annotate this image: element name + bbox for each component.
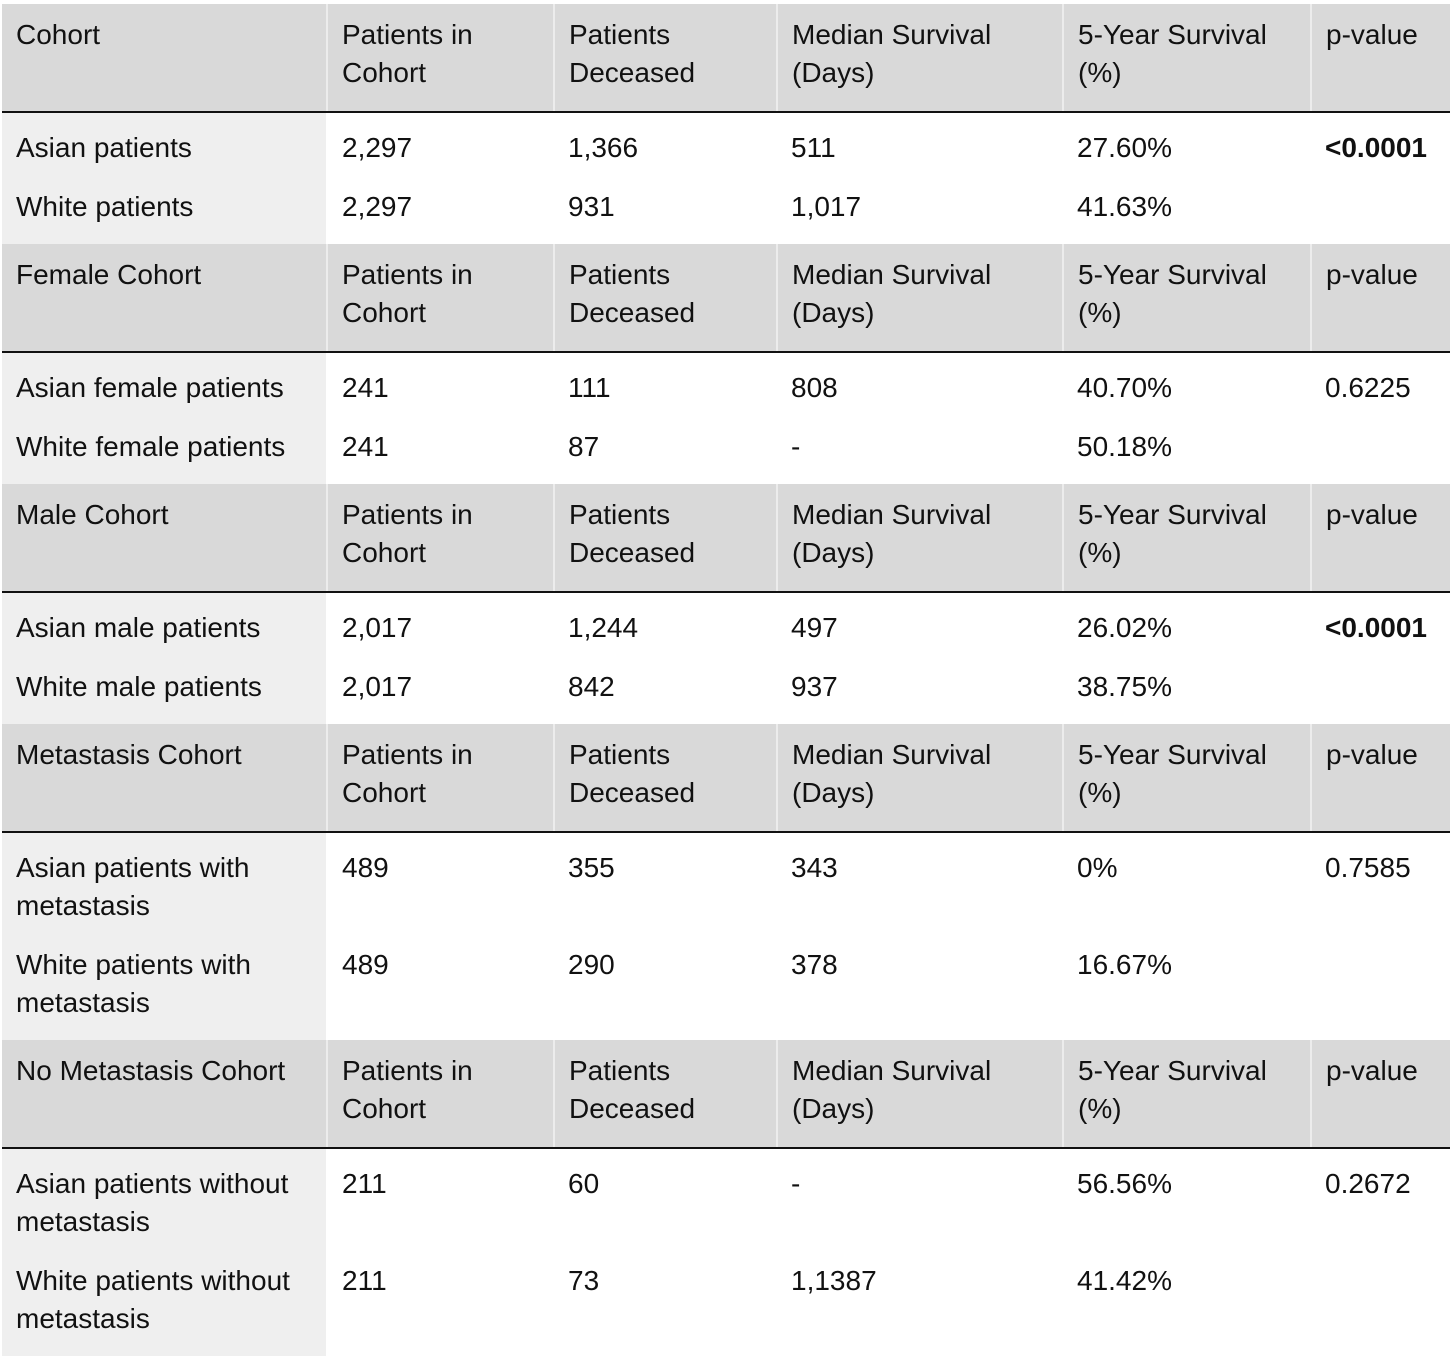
cell-patients-deceased: 73 [554,1252,777,1356]
section-header-row [2,1040,1450,1148]
section-title: Female Cohort [2,244,327,352]
cell-median-survival: 511 [777,112,1063,178]
cell-patients-deceased: 111 [554,352,777,418]
table-row [2,658,1450,724]
cell-five-year-survival: 38.75% [1063,658,1311,724]
cell-five-year-survival: 56.56% [1063,1148,1311,1252]
table-row [2,418,1450,484]
cell-patients-in-cohort: 211 [327,1252,554,1356]
cell-patients-in-cohort: 489 [327,936,554,1040]
section-title: No Metastasis Cohort [2,1040,327,1148]
cell-patients-in-cohort: 2,017 [327,592,554,658]
header-patients-in-cohort: Patients in Cohort [327,1040,554,1148]
cell-median-survival: 937 [777,658,1063,724]
header-median-survival: Median Survival (Days) [777,1040,1063,1148]
header-median-survival: Median Survival (Days) [777,724,1063,832]
cell-patients-in-cohort: 241 [327,418,554,484]
cell-p-value: 0.6225 [1311,352,1450,418]
cell-patients-in-cohort: 2,297 [327,112,554,178]
row-label: White patients [2,178,327,244]
cell-median-survival: 343 [777,832,1063,936]
cell-patients-deceased: 1,366 [554,112,777,178]
header-median-survival: Median Survival (Days) [777,484,1063,592]
cell-p-value [1311,1252,1450,1356]
header-patients-deceased: Patients Deceased [554,724,777,832]
header-median-survival: Median Survival (Days) [777,244,1063,352]
survival-table [2,4,1450,1356]
header-p-value: p-value [1311,4,1450,112]
cell-patients-deceased: 87 [554,418,777,484]
cell-median-survival: 1,1387 [777,1252,1063,1356]
header-p-value: p-value [1311,484,1450,592]
cell-five-year-survival: 16.67% [1063,936,1311,1040]
header-patients-in-cohort: Patients in Cohort [327,244,554,352]
cell-patients-deceased: 60 [554,1148,777,1252]
table-row [2,178,1450,244]
section-header-row [2,244,1450,352]
cell-patients-in-cohort: 2,017 [327,658,554,724]
row-label: White patients without metastasis [2,1252,327,1356]
header-five-year-survival: 5-Year Survival (%) [1063,1040,1311,1148]
cell-p-value [1311,178,1450,244]
cell-patients-in-cohort: 489 [327,832,554,936]
section-header-row [2,4,1450,112]
header-five-year-survival: 5-Year Survival (%) [1063,484,1311,592]
cell-patients-deceased: 931 [554,178,777,244]
cell-p-value [1311,418,1450,484]
section-header-row [2,724,1450,832]
header-p-value: p-value [1311,244,1450,352]
header-patients-in-cohort: Patients in Cohort [327,4,554,112]
cell-p-value: 0.2672 [1311,1148,1450,1252]
cell-five-year-survival: 41.63% [1063,178,1311,244]
header-five-year-survival: 5-Year Survival (%) [1063,4,1311,112]
cell-p-value [1311,936,1450,1040]
cell-five-year-survival: 50.18% [1063,418,1311,484]
cell-p-value: <0.0001 [1311,592,1450,658]
section-title: Cohort [2,4,327,112]
table-row [2,1252,1450,1356]
cell-p-value: <0.0001 [1311,112,1450,178]
section-title: Male Cohort [2,484,327,592]
cell-p-value [1311,658,1450,724]
table-row [2,352,1450,418]
header-five-year-survival: 5-Year Survival (%) [1063,244,1311,352]
cell-five-year-survival: 41.42% [1063,1252,1311,1356]
cell-patients-in-cohort: 211 [327,1148,554,1252]
header-patients-in-cohort: Patients in Cohort [327,724,554,832]
cell-five-year-survival: 27.60% [1063,112,1311,178]
header-patients-in-cohort: Patients in Cohort [327,484,554,592]
section-header-row [2,484,1450,592]
cell-patients-deceased: 842 [554,658,777,724]
row-label: White female patients [2,418,327,484]
row-label: Asian patients [2,112,327,178]
header-patients-deceased: Patients Deceased [554,1040,777,1148]
header-p-value: p-value [1311,724,1450,832]
cell-five-year-survival: 26.02% [1063,592,1311,658]
section-title: Metastasis Cohort [2,724,327,832]
cell-five-year-survival: 0% [1063,832,1311,936]
cell-patients-deceased: 1,244 [554,592,777,658]
cell-median-survival: - [777,418,1063,484]
table-row [2,592,1450,658]
table-row [2,832,1450,936]
header-patients-deceased: Patients Deceased [554,484,777,592]
row-label: Asian patients without metastasis [2,1148,327,1252]
cell-five-year-survival: 40.70% [1063,352,1311,418]
cell-patients-in-cohort: 241 [327,352,554,418]
cell-median-survival: 497 [777,592,1063,658]
header-patients-deceased: Patients Deceased [554,4,777,112]
cell-p-value: 0.7585 [1311,832,1450,936]
row-label: White patients with metastasis [2,936,327,1040]
row-label: Asian female patients [2,352,327,418]
header-p-value: p-value [1311,1040,1450,1148]
cell-median-survival: 808 [777,352,1063,418]
table-row [2,1148,1450,1252]
row-label: White male patients [2,658,327,724]
cell-median-survival: - [777,1148,1063,1252]
row-label: Asian patients with metastasis [2,832,327,936]
row-label: Asian male patients [2,592,327,658]
cell-patients-in-cohort: 2,297 [327,178,554,244]
cell-median-survival: 378 [777,936,1063,1040]
cell-patients-deceased: 355 [554,832,777,936]
header-five-year-survival: 5-Year Survival (%) [1063,724,1311,832]
table-row [2,936,1450,1040]
table-row [2,112,1450,178]
cell-median-survival: 1,017 [777,178,1063,244]
header-median-survival: Median Survival (Days) [777,4,1063,112]
header-patients-deceased: Patients Deceased [554,244,777,352]
cell-patients-deceased: 290 [554,936,777,1040]
